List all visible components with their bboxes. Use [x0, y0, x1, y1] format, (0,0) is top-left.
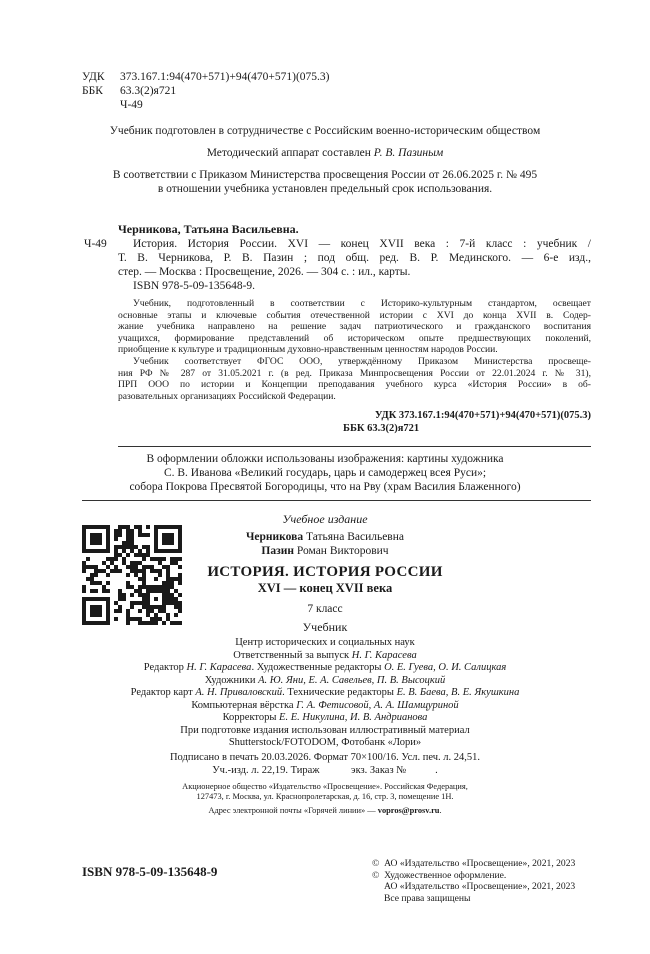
center-name: Центр исторических и социальных наук	[235, 637, 415, 648]
qr-module	[82, 565, 86, 569]
qr-module	[130, 569, 134, 573]
qr-module	[118, 597, 122, 601]
credit-line: Редактор карт А. Н. Приваловский. Технические редакторы Е. В. Баева, В. Е. Якушкина	[130, 687, 520, 698]
qr-module	[82, 597, 86, 601]
qr-module	[174, 597, 178, 601]
qr-module	[102, 597, 106, 601]
qr-module	[138, 601, 142, 605]
qr-module	[146, 533, 150, 537]
qr-module	[142, 545, 146, 549]
qr-module	[118, 605, 122, 609]
qr-module	[138, 593, 142, 597]
credit-line: Ответственный за выпуск Н. Г. Карасева	[233, 649, 417, 661]
qr-module	[106, 601, 110, 605]
qr-module	[134, 545, 138, 549]
qr-module	[94, 609, 98, 613]
qr-module	[154, 541, 158, 545]
qr-module	[94, 549, 98, 553]
qr-module	[154, 613, 158, 617]
qr-module	[86, 577, 90, 581]
qr-module	[114, 617, 118, 621]
qr-module	[118, 593, 122, 597]
qr-module	[98, 525, 102, 529]
author-1: Черникова Татьяна Васильевна	[245, 531, 405, 543]
qr-module	[106, 581, 110, 585]
qr-module	[150, 617, 154, 621]
qr-module	[142, 593, 146, 597]
qr-module	[110, 561, 114, 565]
qr-module	[122, 597, 126, 601]
qr-module	[90, 589, 94, 593]
qr-module	[106, 557, 110, 561]
qr-module	[138, 553, 142, 557]
qr-module	[94, 613, 98, 617]
bib-mark: Ч-49	[84, 238, 107, 250]
qr-module	[126, 565, 130, 569]
qr-module	[94, 573, 98, 577]
qr-module	[142, 533, 146, 537]
qr-module	[98, 533, 102, 537]
qr-module	[150, 557, 154, 561]
qr-module	[94, 589, 98, 593]
qr-module	[142, 577, 146, 581]
qr-module	[122, 545, 126, 549]
qr-module	[82, 601, 86, 605]
qr-module	[98, 569, 102, 573]
qr-module	[94, 605, 98, 609]
hotline-email: Адрес электронной почты «Горячей линии» — vopros@prosv.ru.	[208, 806, 442, 815]
qr-module	[90, 533, 94, 537]
qr-module	[134, 617, 138, 621]
qr-module	[102, 589, 106, 593]
qr-module	[94, 533, 98, 537]
qr-module	[114, 537, 118, 541]
qr-module	[134, 561, 138, 565]
qr-module	[154, 605, 158, 609]
qr-module	[98, 537, 102, 541]
qr-module	[114, 533, 118, 537]
qr-module	[106, 565, 110, 569]
qr-module	[146, 545, 150, 549]
qr-module	[94, 569, 98, 573]
imprint-authors	[160, 530, 490, 558]
qr-module	[146, 605, 150, 609]
qr-module	[122, 593, 126, 597]
qr-module	[122, 525, 126, 529]
qr-module	[134, 569, 138, 573]
partnership-note: Учебник подготовлен в сотрудничестве с Российским военно-историческим обществом	[109, 125, 541, 137]
qr-module	[126, 529, 130, 533]
qr-module	[94, 541, 98, 545]
qr-module	[130, 541, 134, 545]
qr-module	[90, 541, 94, 545]
qr-module	[82, 617, 86, 621]
qr-module	[98, 621, 102, 625]
credit-line: Редактор Н. Г. Карасева. Художественные редакторы О. Е. Гуева, О. И. Салицкая	[143, 662, 507, 673]
qr-module	[90, 577, 94, 581]
qr-module	[118, 553, 122, 557]
qr-module	[98, 581, 102, 585]
qr-module	[130, 565, 134, 569]
bib-record: История. История России. XVI — конец XVII века : 7-й класс : учебник /	[133, 238, 591, 250]
qr-module	[106, 609, 110, 613]
qr-module	[90, 537, 94, 541]
qr-module	[86, 597, 90, 601]
qr-module	[114, 545, 118, 549]
qr-module	[130, 617, 134, 621]
qr-module	[138, 569, 142, 573]
qr-module	[142, 581, 146, 585]
qr-module	[154, 597, 158, 601]
qr-module	[134, 601, 138, 605]
qr-module	[82, 545, 86, 549]
qr-module	[82, 541, 86, 545]
qr-module	[126, 537, 130, 541]
qr-module	[126, 617, 130, 621]
qr-module	[106, 525, 110, 529]
qr-module	[94, 565, 98, 569]
qr-module	[102, 569, 106, 573]
qr-module	[106, 589, 110, 593]
print-details: Подписано в печать 20.03.2026. Формат 70×100/16. Усл. печ. л. 24,51. Уч.-изд. л. 22,19. Тираж экз. Заказ № .	[169, 752, 481, 776]
qr-module	[142, 597, 146, 601]
qr-module	[138, 617, 142, 621]
qr-module	[94, 621, 98, 625]
qr-module	[142, 621, 146, 625]
qr-module	[82, 561, 86, 565]
qr-module	[150, 605, 154, 609]
qr-module	[142, 573, 146, 577]
copyright-block: © АО «Издательство «Просвещение», 2021, 2023 © Художественное оформление. АО «Издательство «Просвещение», 2021, 2023 Все права защищены	[372, 858, 576, 904]
qr-module	[82, 529, 86, 533]
email-link[interactable]: vopros@prosv.ru	[377, 806, 440, 815]
qr-module	[98, 609, 102, 613]
qr-module	[130, 561, 134, 565]
qr-module	[130, 537, 134, 541]
qr-module	[126, 573, 130, 577]
edition-type: Учебное издание	[282, 512, 368, 526]
qr-module	[138, 549, 142, 553]
qr-module	[134, 565, 138, 569]
grade: 7 класс	[307, 603, 343, 615]
qr-module	[90, 581, 94, 585]
qr-module	[118, 609, 122, 613]
qr-module	[114, 601, 118, 605]
udk-line: УДК 373.167.1:94(470+571)+94(470+571)(075.3)	[82, 71, 330, 83]
qr-module	[114, 553, 118, 557]
qr-module	[134, 573, 138, 577]
qr-module	[138, 533, 142, 537]
qr-module	[102, 585, 106, 589]
qr-module	[90, 597, 94, 601]
qr-module	[90, 525, 94, 529]
qr-module	[154, 529, 158, 533]
qr-module	[134, 553, 138, 557]
qr-module	[110, 569, 114, 573]
qr-module	[130, 601, 134, 605]
qr-module	[138, 621, 142, 625]
qr-module	[114, 549, 118, 553]
qr-module	[154, 557, 158, 561]
qr-module	[122, 557, 126, 561]
qr-module	[114, 565, 118, 569]
qr-module	[82, 549, 86, 553]
qr-module	[154, 617, 158, 621]
qr-module	[134, 589, 138, 593]
qr-module	[126, 613, 130, 617]
qr-module	[86, 525, 90, 529]
qr-module	[126, 585, 130, 589]
qr-module	[90, 621, 94, 625]
qr-module	[126, 545, 130, 549]
qr-module	[130, 585, 134, 589]
qr-module	[90, 609, 94, 613]
credit-line: Shutterstock/FOTODOM, Фотобанк «Лори»	[228, 737, 422, 748]
qr-module	[146, 621, 150, 625]
qr-module	[94, 525, 98, 529]
qr-module	[114, 609, 118, 613]
qr-module	[94, 581, 98, 585]
qr-module	[166, 597, 170, 601]
qr-module	[122, 561, 126, 565]
qr-module	[126, 609, 130, 613]
qr-module	[118, 569, 122, 573]
credit-line: Корректоры Е. Е. Никулина, И. В. Андрианова	[222, 712, 428, 723]
qr-module	[118, 529, 122, 533]
qr-module	[94, 537, 98, 541]
qr-module	[138, 609, 142, 613]
bib-record-cont: Т. В. Черникова, Р. В. Пазин ; под общ. ред. В. Р. Мединского. — 6-е изд., стер. — Москва : Просвещение, 2026. — 304 с. : ил., карты.	[118, 252, 591, 278]
qr-module	[130, 605, 134, 609]
qr-module	[122, 541, 126, 545]
book-subtitle: XVI — конец XVII века	[257, 581, 393, 595]
qr-module	[134, 525, 138, 529]
qr-module	[114, 569, 118, 573]
qr-module	[106, 605, 110, 609]
qr-module	[118, 589, 122, 593]
credit-line: Художники А. Ю. Яни, Е. А. Савельев, П. В. Высоцкий	[204, 674, 446, 686]
qr-module	[142, 585, 146, 589]
qr-module	[118, 525, 122, 529]
credits-block	[90, 637, 560, 750]
qr-module	[118, 545, 122, 549]
qr-module	[154, 621, 158, 625]
qr-module	[106, 613, 110, 617]
divider-bottom	[82, 500, 591, 501]
qr-module	[138, 577, 142, 581]
qr-module	[154, 545, 158, 549]
qr-module	[106, 537, 110, 541]
qr-module	[90, 549, 94, 553]
qr-module	[82, 585, 86, 589]
qr-module	[98, 597, 102, 601]
author-2: Пазин Роман Викторович	[261, 545, 389, 557]
qr-module	[118, 533, 122, 537]
qr-module	[106, 533, 110, 537]
divider-top	[118, 446, 591, 447]
bbk-line: ББК 63.3(2)я721	[82, 85, 177, 97]
cover-note: В оформлении обложки использованы изображения: картины художника С. В. Иванова «Великий государь, царь и самодержец всея Руси»; собора Покрова Пресвятой Богородицы, что на Рву (храм Василия Блаженного)	[129, 453, 521, 493]
method-note: Методический аппарат составлен Р. В. Пазиным	[206, 147, 444, 159]
qr-module	[146, 609, 150, 613]
qr-module	[114, 529, 118, 533]
book-title: ИСТОРИЯ. ИСТОРИЯ РОССИИ	[207, 564, 443, 580]
order-note: В соответствии с Приказом Министерства просвещения России от 26.06.2025 г. № 495 в отношении учебника установлен предельный срок использования.	[112, 169, 538, 195]
qr-module	[142, 601, 146, 605]
qr-module	[142, 605, 146, 609]
qr-module	[98, 541, 102, 545]
qr-module	[162, 597, 166, 601]
qr-module	[154, 533, 158, 537]
qr-module	[82, 537, 86, 541]
qr-module	[106, 573, 110, 577]
qr-module	[138, 589, 142, 593]
qr-module	[130, 529, 134, 533]
author-mark: Ч-49	[120, 99, 143, 111]
qr-module	[150, 609, 154, 613]
qr-module	[86, 557, 90, 561]
qr-module	[170, 597, 174, 601]
credits-list	[90, 650, 560, 750]
book-kind: Учебник	[302, 620, 348, 634]
qr-module	[130, 549, 134, 553]
qr-module	[146, 525, 150, 529]
qr-module	[106, 541, 110, 545]
qr-module	[142, 553, 146, 557]
qr-module	[86, 621, 90, 625]
qr-module	[138, 585, 142, 589]
qr-module	[130, 593, 134, 597]
publisher-address: Акционерное общество «Издательство «Просвещение». Российская Федерация, 127473, г. Москва, ул. Краснопролетарская, д. 16, стр. 3, помещение 1Н.	[182, 782, 468, 802]
qr-module	[126, 553, 130, 557]
qr-module	[106, 529, 110, 533]
qr-module	[146, 597, 150, 601]
qr-module	[146, 553, 150, 557]
qr-module	[142, 557, 146, 561]
qr-module	[122, 549, 126, 553]
qr-module	[138, 529, 142, 533]
qr-module	[98, 549, 102, 553]
qr-module	[154, 549, 158, 553]
classification-block	[82, 70, 330, 112]
bib-annotation: Учебник, подготовленный в соответствии с Историко-культурным стандартом, освещает основные этапы и ключевые события отечественной истории с XVI до конца XVII в. Содер- жание учебника направлено на решение задач патриотического и гражданского воспитания учащихся, формирование представлений об историческом опыте предшествующих поколений, приобщение к культуре и традиционным духовно-нравственным ценностям народов России. Учебник соответствует ФГОС ООО, утверждённому Приказом Министерства просвеще- ния РФ № 287 от 31.05.2021 г. (в ред. Приказа Минпросвещения России от 22.01.2024 г. № 31), ПРП ООО по истории и Концепции преподавания учебного курса «История России» в об- разовательных организациях Российской Федерации.	[118, 298, 591, 402]
qr-module	[146, 549, 150, 553]
qr-module	[106, 545, 110, 549]
qr-module	[82, 613, 86, 617]
qr-module	[90, 605, 94, 609]
qr-module	[150, 621, 154, 625]
qr-module	[106, 549, 110, 553]
qr-module	[82, 621, 86, 625]
qr-module	[146, 613, 150, 617]
qr-module	[82, 605, 86, 609]
bib-isbn: ISBN 978-5-09-135648-9.	[133, 280, 256, 292]
qr-module	[98, 613, 102, 617]
footer-isbn: ISBN 978-5-09-135648-9	[82, 864, 218, 879]
qr-module	[82, 533, 86, 537]
qr-module	[106, 597, 110, 601]
qr-module	[90, 573, 94, 577]
qr-module	[102, 561, 106, 565]
qr-module	[90, 565, 94, 569]
qr-module	[98, 605, 102, 609]
qr-module	[102, 525, 106, 529]
qr-module	[82, 525, 86, 529]
qr-module	[86, 565, 90, 569]
qr-module	[154, 525, 158, 529]
qr-module	[82, 609, 86, 613]
qr-module	[126, 581, 130, 585]
qr-module	[126, 533, 130, 537]
qr-module	[82, 589, 86, 593]
qr-module	[146, 601, 150, 605]
qr-module	[138, 561, 142, 565]
qr-module	[126, 541, 130, 545]
qr-module	[142, 565, 146, 569]
qr-module	[90, 613, 94, 617]
qr-module	[106, 621, 110, 625]
qr-module	[130, 533, 134, 537]
qr-module	[94, 597, 98, 601]
bib-author-heading: Черникова, Татьяна Васильевна.	[118, 222, 299, 236]
qr-module	[130, 545, 134, 549]
qr-module	[114, 557, 118, 561]
qr-module	[126, 525, 130, 529]
credit-line: Компьютерная вёрстка Г. А. Фетисовой, А. А. Шамщуриной	[191, 699, 459, 711]
qr-module	[86, 549, 90, 553]
qr-module	[102, 621, 106, 625]
qr-module	[154, 537, 158, 541]
credit-line: При подготовке издания использован иллюстративный материал	[180, 724, 470, 736]
qr-module	[82, 569, 86, 573]
qr-module	[110, 557, 114, 561]
qr-module	[138, 525, 142, 529]
qr-module	[102, 549, 106, 553]
qr-module	[142, 569, 146, 573]
bib-udk-bbk: УДК 373.167.1:94(470+571)+94(470+571)(075.3) ББК 63.3(2)я721	[343, 410, 591, 434]
qr-module	[106, 617, 110, 621]
qr-module	[126, 621, 130, 625]
